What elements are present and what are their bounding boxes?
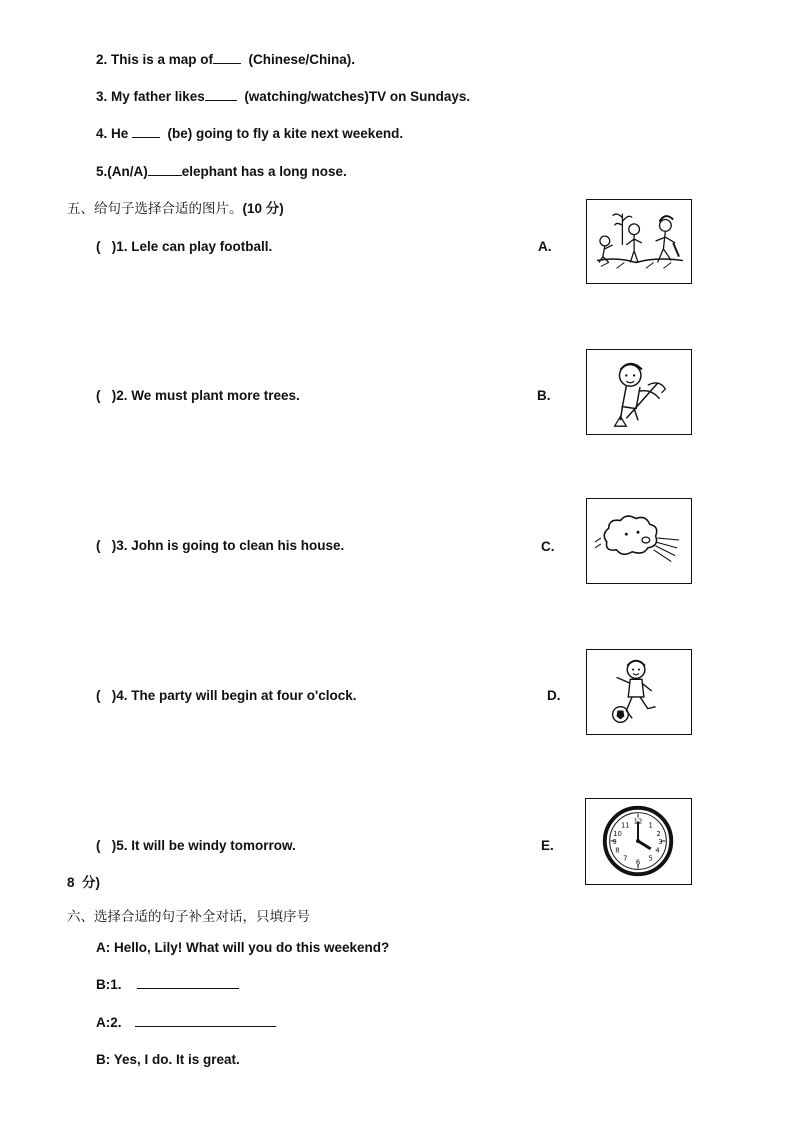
- svg-text:3: 3: [658, 837, 663, 846]
- boy-sweeping-picture: [586, 349, 692, 435]
- svg-text:2: 2: [656, 830, 661, 839]
- match-item-1[interactable]: ( )1. Lele can play football.: [96, 239, 273, 254]
- svg-text:12: 12: [633, 817, 643, 826]
- answer-blank[interactable]: [205, 88, 237, 101]
- wind-cloud-icon: [587, 499, 691, 583]
- svg-text:8: 8: [615, 846, 620, 855]
- svg-text:5: 5: [648, 854, 653, 863]
- clock-icon: [586, 799, 691, 884]
- dialogue-line-4: B: Yes, I do. It is great.: [96, 1052, 240, 1067]
- section-5-heading: [67, 200, 284, 218]
- question-text: (be) going to fly a kite next weekend.: [160, 126, 404, 141]
- answer-blank[interactable]: [148, 163, 182, 176]
- svg-text:7: 7: [623, 854, 628, 863]
- section-title: 五、给句子选择合适的图片。: [67, 201, 243, 216]
- question-text: 5.(An/A): [96, 164, 148, 179]
- answer-blank[interactable]: [137, 976, 239, 989]
- match-item-5[interactable]: ( )5. It will be windy tomorrow.: [96, 838, 296, 853]
- tree-planting-picture: [586, 199, 692, 284]
- dialogue-line-2: [96, 976, 239, 994]
- boy-football-picture: [586, 649, 692, 735]
- question-text: 2. This is a map of: [96, 52, 214, 67]
- option-letter-c: C.: [541, 539, 555, 554]
- question-text: elephant has a long nose.: [181, 164, 347, 179]
- svg-text:10: 10: [613, 830, 622, 839]
- option-letter-d: D.: [547, 688, 561, 703]
- stray-score-text: 8 分): [67, 875, 101, 890]
- option-letter-a: A.: [538, 239, 552, 254]
- svg-text:9: 9: [612, 837, 617, 846]
- svg-text:11: 11: [620, 821, 630, 830]
- blank-question-3: [96, 88, 470, 106]
- clock-picture: [585, 798, 692, 885]
- dialogue-line-3: [96, 1014, 276, 1032]
- section-6-heading: 六、选择合适的句子补全对话，只填序号: [67, 909, 310, 924]
- dialogue-text: A:2.: [96, 1015, 130, 1030]
- svg-text:6: 6: [635, 858, 641, 867]
- match-item-2[interactable]: ( )2. We must plant more trees.: [96, 388, 300, 403]
- blank-question-5: [96, 163, 347, 181]
- question-text: 4. He: [96, 126, 133, 141]
- question-text: (Chinese/China).: [241, 52, 356, 67]
- answer-blank[interactable]: [213, 51, 241, 64]
- answer-blank[interactable]: [132, 125, 160, 138]
- section-score: (10 分): [242, 201, 284, 216]
- dialogue-text: B:1.: [96, 977, 130, 992]
- answer-blank[interactable]: [135, 1014, 276, 1027]
- boy-sweeping-icon: [587, 350, 691, 434]
- match-item-3[interactable]: ( )3. John is going to clean his house.: [96, 538, 345, 553]
- svg-text:1: 1: [648, 821, 653, 830]
- blank-question-2: [96, 51, 355, 69]
- blank-question-4: [96, 125, 403, 143]
- wind-cloud-picture: [586, 498, 692, 584]
- match-item-4[interactable]: ( )4. The party will begin at four o'clock.: [96, 688, 357, 703]
- boy-football-icon: [587, 650, 691, 734]
- option-letter-e: E.: [541, 838, 554, 853]
- question-text: (watching/watches)TV on Sundays.: [236, 89, 471, 104]
- option-letter-b: B.: [537, 388, 551, 403]
- question-text: 3. My father likes: [96, 89, 205, 104]
- svg-text:4: 4: [655, 846, 660, 855]
- dialogue-line-1: A: Hello, Lily! What will you do this weekend?: [96, 940, 390, 955]
- tree-planting-icon: [587, 200, 691, 283]
